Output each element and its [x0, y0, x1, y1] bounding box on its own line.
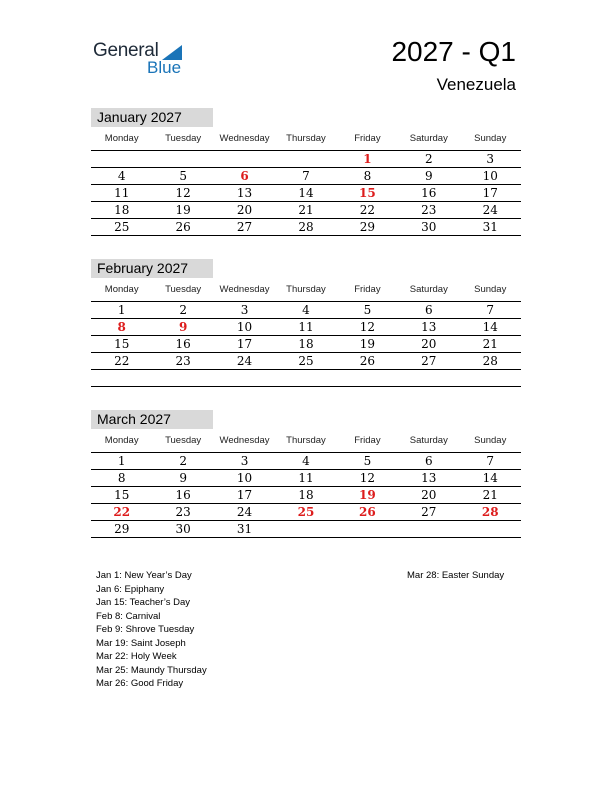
- day-cell: 3: [240, 454, 249, 468]
- day-cell: 19: [359, 337, 376, 351]
- day-cell: 20: [421, 488, 437, 502]
- day-cell: 28: [298, 220, 314, 234]
- day-cell: 6: [240, 169, 249, 183]
- day-cell: 12: [175, 186, 191, 200]
- day-cell: 23: [421, 203, 437, 217]
- weekday-label: Sunday: [474, 435, 507, 446]
- weekday-label: Saturday: [409, 435, 448, 446]
- day-cell: 19: [175, 203, 191, 217]
- day-cell: 13: [421, 320, 437, 334]
- day-cell: 13: [236, 186, 253, 200]
- page-title: 2027 - Q1: [391, 36, 516, 67]
- day-cell: 31: [482, 220, 498, 234]
- day-cell: 1: [117, 454, 126, 468]
- day-cell: 30: [175, 522, 191, 536]
- day-cell: 12: [359, 320, 376, 334]
- month-calendar-march: [91, 410, 521, 538]
- day-cell: 11: [298, 320, 314, 334]
- day-cell: 23: [175, 354, 191, 368]
- week-row: [91, 319, 521, 336]
- week-row: [91, 151, 521, 168]
- day-cell: 13: [421, 471, 437, 485]
- logo: [93, 40, 193, 80]
- month-calendar-february: [91, 259, 521, 387]
- day-cell: 8: [363, 169, 372, 183]
- weekday-header-row: [91, 278, 521, 302]
- day-cell: 16: [421, 186, 437, 200]
- holiday-entry: Mar 19: Saint Joseph: [96, 637, 186, 649]
- day-cell: 22: [113, 505, 131, 519]
- logo-blue-text: Blue: [147, 58, 182, 77]
- week-row: [91, 219, 521, 236]
- holiday-entry: Mar 26: Good Friday: [96, 678, 184, 689]
- day-cell: 5: [179, 169, 187, 183]
- day-cell: 21: [298, 203, 314, 217]
- week-row: [91, 353, 521, 370]
- weekday-label: Saturday: [409, 284, 448, 295]
- day-cell: 20: [421, 337, 437, 351]
- day-cell: 9: [179, 471, 187, 485]
- day-cell: 23: [175, 505, 191, 519]
- day-cell: 24: [236, 354, 253, 368]
- day-cell: 6: [425, 303, 433, 317]
- week-row: [91, 202, 521, 219]
- day-cell: 4: [302, 454, 310, 468]
- day-cell: 27: [236, 220, 253, 234]
- day-cell: 1: [363, 152, 372, 166]
- week-row: [91, 521, 521, 538]
- month-label: March 2027: [91, 410, 213, 429]
- day-cell: 15: [359, 186, 376, 200]
- logo-general-text: General: [93, 40, 159, 61]
- day-cell: 8: [117, 320, 126, 334]
- weekday-label: Sunday: [474, 284, 507, 295]
- week-row: [91, 370, 521, 387]
- day-cell: 31: [236, 522, 253, 536]
- weekday-label: Saturday: [409, 133, 448, 144]
- day-cell: 17: [236, 488, 253, 502]
- month-calendar-january: [91, 108, 521, 236]
- day-cell: 7: [486, 454, 495, 468]
- weekday-label: Tuesday: [165, 435, 202, 446]
- day-cell: 15: [114, 488, 130, 502]
- month-label: February 2027: [91, 259, 213, 278]
- day-cell: 7: [302, 169, 310, 183]
- day-cell: 8: [117, 471, 126, 485]
- day-cell: 5: [363, 454, 372, 468]
- day-cell: 11: [298, 471, 314, 485]
- day-cell: 18: [114, 203, 130, 217]
- day-cell: 4: [117, 169, 126, 183]
- weekday-label: Monday: [104, 435, 139, 446]
- weekday-label: Friday: [354, 133, 381, 144]
- day-cell: 7: [486, 303, 495, 317]
- day-cell: 20: [236, 203, 253, 217]
- weekday-label: Tuesday: [165, 284, 202, 295]
- day-cell: 28: [482, 354, 498, 368]
- holiday-entry: Feb 9: Shrove Tuesday: [96, 624, 195, 635]
- day-cell: 6: [425, 454, 433, 468]
- day-cell: 14: [482, 320, 498, 334]
- day-cell: 1: [117, 303, 126, 317]
- day-cell: 17: [236, 337, 253, 351]
- day-cell: 10: [482, 169, 498, 183]
- week-row: [91, 302, 521, 319]
- day-cell: 30: [421, 220, 437, 234]
- day-cell: 25: [298, 354, 314, 368]
- day-cell: 27: [421, 505, 437, 519]
- day-cell: 18: [298, 488, 314, 502]
- week-row: [91, 470, 521, 487]
- weekday-label: Friday: [354, 435, 381, 446]
- weekday-label: Sunday: [474, 133, 507, 144]
- day-cell: 25: [114, 220, 130, 234]
- day-cell: 16: [175, 337, 191, 351]
- country-name: Venezuela: [436, 75, 516, 94]
- holiday-list-right: [407, 569, 504, 583]
- day-cell: 9: [425, 169, 433, 183]
- weekday-label: Wednesday: [219, 435, 270, 446]
- week-row: [91, 168, 521, 185]
- weekday-label: Monday: [104, 133, 139, 144]
- day-cell: 26: [359, 354, 376, 368]
- day-cell: 18: [298, 337, 314, 351]
- day-cell: 14: [482, 471, 498, 485]
- weekday-label: Wednesday: [219, 284, 270, 295]
- weekday-label: Wednesday: [219, 133, 270, 144]
- day-cell: 15: [114, 337, 130, 351]
- holiday-entry: Jan 15: Teacher’s Day: [96, 597, 191, 608]
- holiday-entry: Mar 25: Maundy Thursday: [96, 664, 207, 676]
- day-cell: 14: [298, 186, 314, 200]
- day-cell: 29: [359, 220, 376, 234]
- day-cell: 10: [236, 320, 253, 334]
- weekday-label: Thursday: [286, 133, 326, 144]
- holiday-entry: Mar 22: Holy Week: [96, 651, 177, 662]
- week-row: [91, 504, 521, 521]
- day-cell: 16: [175, 488, 191, 502]
- day-cell: 11: [114, 186, 130, 200]
- day-cell: 28: [481, 505, 499, 519]
- holiday-entry: Jan 6: Epiphany: [96, 583, 165, 595]
- week-row: [91, 453, 521, 470]
- day-cell: 29: [114, 522, 130, 536]
- day-cell: 5: [363, 303, 372, 317]
- day-cell: 22: [114, 354, 130, 368]
- holiday-entry: Feb 8: Carnival: [96, 610, 161, 622]
- day-cell: 17: [482, 186, 498, 200]
- day-cell: 4: [302, 303, 310, 317]
- weekday-header-row: [91, 429, 521, 453]
- day-cell: 27: [421, 354, 437, 368]
- day-cell: 19: [359, 488, 376, 502]
- day-cell: 12: [359, 471, 376, 485]
- week-row: [91, 336, 521, 353]
- day-cell: 21: [482, 488, 498, 502]
- day-cell: 2: [179, 454, 187, 468]
- week-row: [91, 487, 521, 504]
- day-cell: 24: [236, 505, 253, 519]
- day-cell: 25: [297, 505, 315, 519]
- day-cell: 24: [482, 203, 498, 217]
- holiday-entry: Jan 1: New Year’s Day: [96, 570, 192, 581]
- day-cell: 22: [359, 203, 376, 217]
- holiday-list-left: [96, 569, 207, 691]
- day-cell: 3: [486, 152, 495, 166]
- day-cell: 9: [178, 320, 188, 334]
- weekday-label: Monday: [104, 284, 139, 295]
- day-cell: 2: [179, 303, 187, 317]
- week-row: [91, 185, 521, 202]
- day-cell: 21: [482, 337, 498, 351]
- weekday-label: Thursday: [286, 435, 326, 446]
- month-label: January 2027: [91, 108, 213, 127]
- day-cell: 2: [425, 152, 433, 166]
- day-cell: 3: [240, 303, 249, 317]
- weekday-header-row: [91, 127, 521, 151]
- weekday-label: Tuesday: [165, 133, 202, 144]
- day-cell: 10: [236, 471, 253, 485]
- weekday-label: Thursday: [286, 284, 326, 295]
- day-cell: 26: [359, 505, 376, 519]
- day-cell: 26: [175, 220, 191, 234]
- weekday-label: Friday: [354, 284, 381, 295]
- holiday-entry: Mar 28: Easter Sunday: [407, 570, 505, 581]
